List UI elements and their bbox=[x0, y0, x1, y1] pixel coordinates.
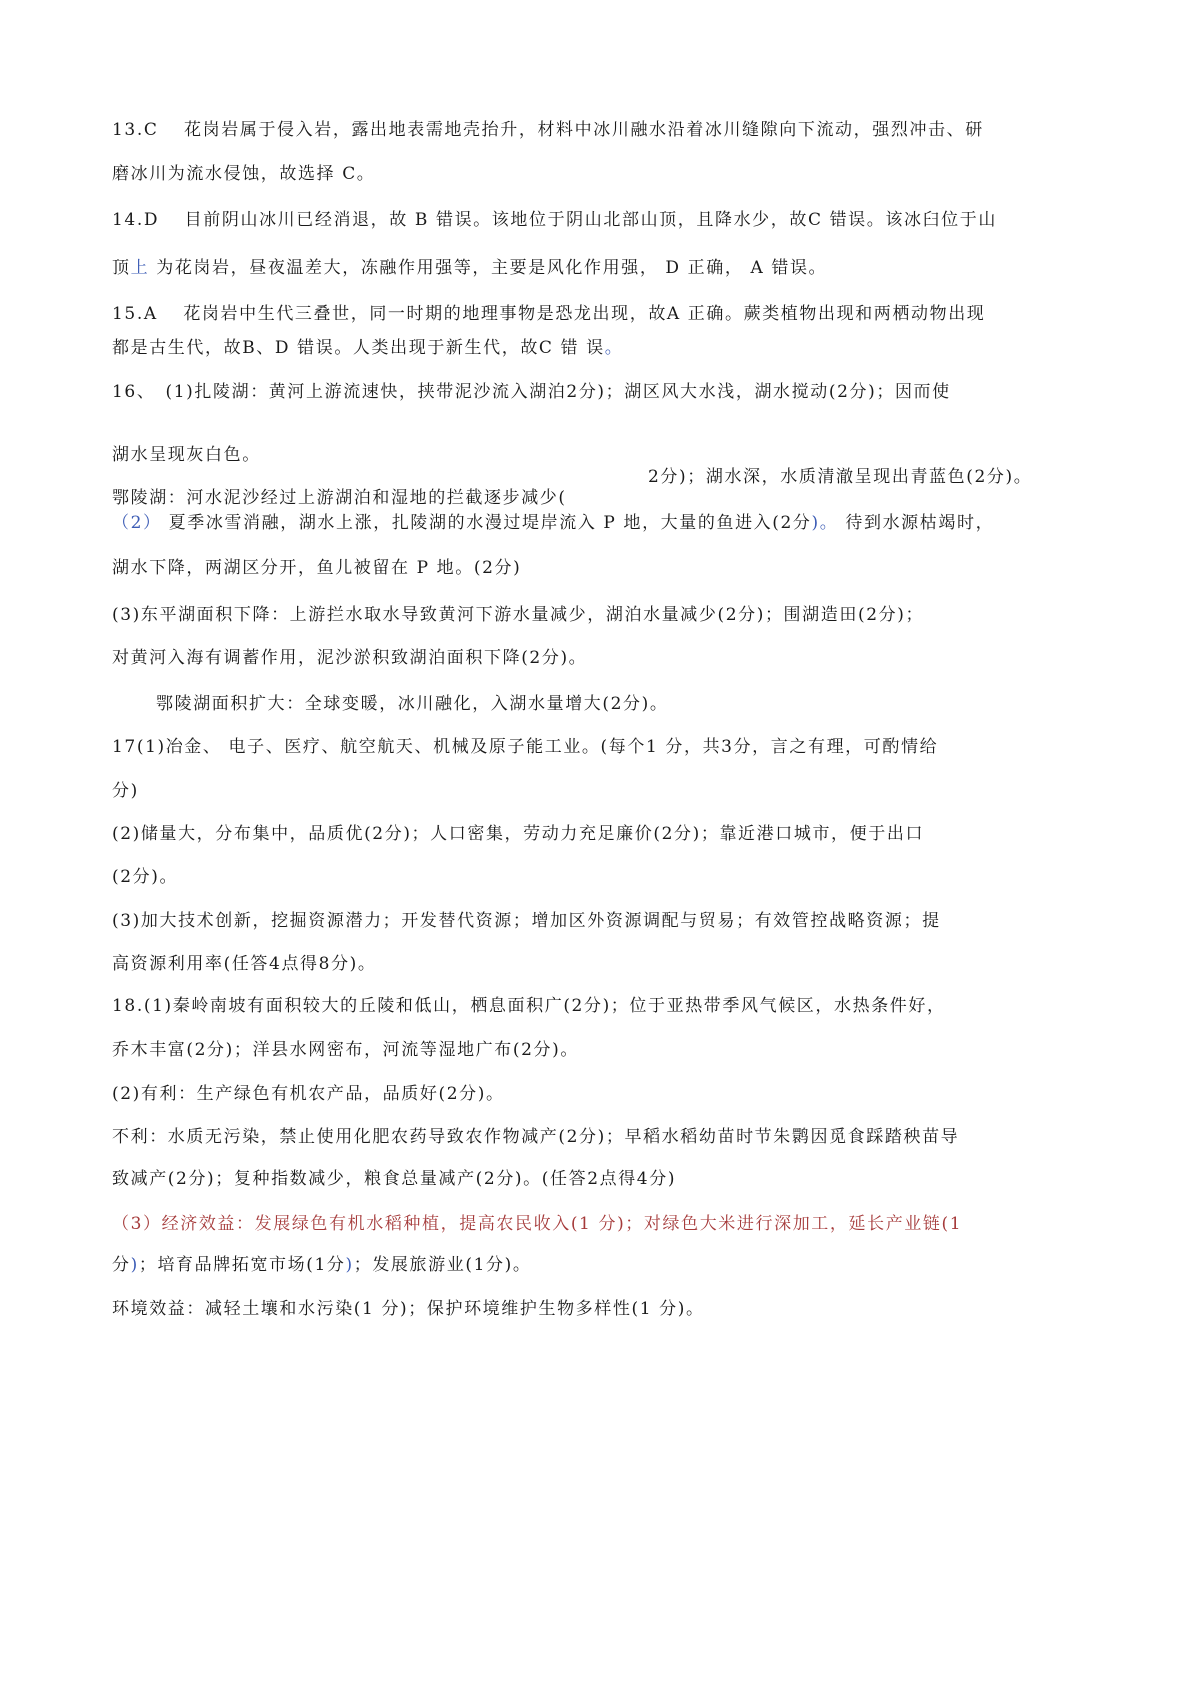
answer-16-line-2: 湖水呈现灰白色。 bbox=[112, 445, 261, 465]
answer-18-3-line-1: （3）经济效益：发展绿色有机水稻种植，提高农民收入(1 分)；对绿色大米进行深加工，延长产业链(1 bbox=[112, 1214, 963, 1234]
answer-16-line-1: 16、 (1)扎陵湖：黄河上游流速快，挟带泥沙流入湖泊2分)；湖区风大水浅，湖水搅动(2分)；因而使 bbox=[112, 382, 951, 402]
answer-16-3-line-1: (3)东平湖面积下降：上游拦水取水导致黄河下游水量减少，湖泊水量减少(2分)；围湖造田(2分)； bbox=[112, 605, 925, 625]
answer-13-line-2: 磨冰川为流水侵蚀，故选择 C。 bbox=[112, 164, 376, 184]
answer-18-line-1: 18.(1)秦岭南坡有面积较大的丘陵和低山，栖息面积广(2分)；位于亚热带季风气候区，水热条件好， bbox=[112, 996, 946, 1016]
answer-18-2-line-1: (2)有利：生产绿色有机农产品，品质好(2分)。 bbox=[112, 1084, 505, 1104]
answer-16-2-line-2: 湖水下降，两湖区分开，鱼儿被留在 P 地。(2分) bbox=[112, 558, 522, 578]
answer-16-3-line-2: 对黄河入海有调蓄作用，泥沙淤积致湖泊面积下降(2分)。 bbox=[112, 648, 588, 668]
answer-18-3-line-3: 环境效益：减轻土壤和水污染(1 分)；保护环境维护生物多样性(1 分)。 bbox=[112, 1299, 705, 1319]
answer-16-line-3-left: 鄂陵湖：河水泥沙经过上游湖泊和湿地的拦截逐步减少( bbox=[112, 488, 567, 508]
answer-17-line-2: 分) bbox=[112, 781, 139, 801]
answer-14-line-1: 14.D 目前阴山冰川已经消退，故 B 错误。该地位于阴山北部山顶，且降水少，故C 错误。该冰臼位于山 bbox=[112, 210, 997, 230]
answer-18-2-line-2: 不利：水质无污染，禁止使用化肥农药导致农作物减产(2分)；早稻水稻幼苗时节朱鹮因觅食踩踏秧苗导 bbox=[112, 1127, 960, 1147]
answer-17-3-line-1: (3)加大技术创新，挖掘资源潜力；开发替代资源；增加区外资源调配与贸易；有效管控战略资源；提 bbox=[112, 911, 941, 931]
answer-18-line-2: 乔木丰富(2分)；洋县水网密布，河流等湿地广布(2分)。 bbox=[112, 1040, 579, 1060]
answer-16-line-3-right: 2分)；湖水深，水质清澈呈现出青蓝色(2分)。 bbox=[648, 467, 1033, 487]
answer-15-line-1: 15.A 花岗岩中生代三叠世，同一时期的地理事物是恐龙出现，故A 正确。蕨类植物出现和两栖动物出现 bbox=[112, 304, 986, 324]
answer-17-3-line-2: 高资源利用率(任答4点得8分)。 bbox=[112, 954, 377, 974]
answer-16-3-line-3: 鄂陵湖面积扩大：全球变暖，冰川融化，入湖水量增大(2分)。 bbox=[156, 694, 669, 714]
answer-14-line-2: 顶上 为花岗岩，昼夜温差大，冻融作用强等，主要是风化作用强， D 正确， A 错误。 bbox=[112, 258, 828, 278]
answer-18-3-line-2: 分)；培育品牌拓宽市场(1分)；发展旅游业(1分)。 bbox=[112, 1255, 532, 1275]
answer-15-line-2: 都是古生代，故B、D 错误。人类出现于新生代，故C 错 误。 bbox=[112, 338, 624, 358]
answer-16-2-line-1: （2） 夏季冰雪消融，湖水上涨，扎陵湖的水漫过堤岸流入 P 地，大量的鱼进入(2分)。 待到水源枯竭时， bbox=[112, 513, 995, 533]
answer-17-line-1: 17(1)冶金、 电子、医疗、航空航天、机械及原子能工业。(每个1 分，共3分，言之有理，可酌情给 bbox=[112, 737, 939, 757]
answer-13-line-1: 13.C 花岗岩属于侵入岩，露出地表需地壳抬升，材料中冰川融水沿着冰川缝隙向下流动，强烈冲击、研 bbox=[112, 120, 984, 140]
answer-18-2-line-3: 致减产(2分)；复种指数减少，粮食总量减产(2分)。(任答2点得4分) bbox=[112, 1169, 677, 1189]
answer-17-2-line-2: (2分)。 bbox=[112, 867, 179, 887]
answer-17-2-line-1: (2)储量大，分布集中，品质优(2分)；人口密集，劳动力充足廉价(2分)；靠近港口城市，便于出口 bbox=[112, 824, 925, 844]
